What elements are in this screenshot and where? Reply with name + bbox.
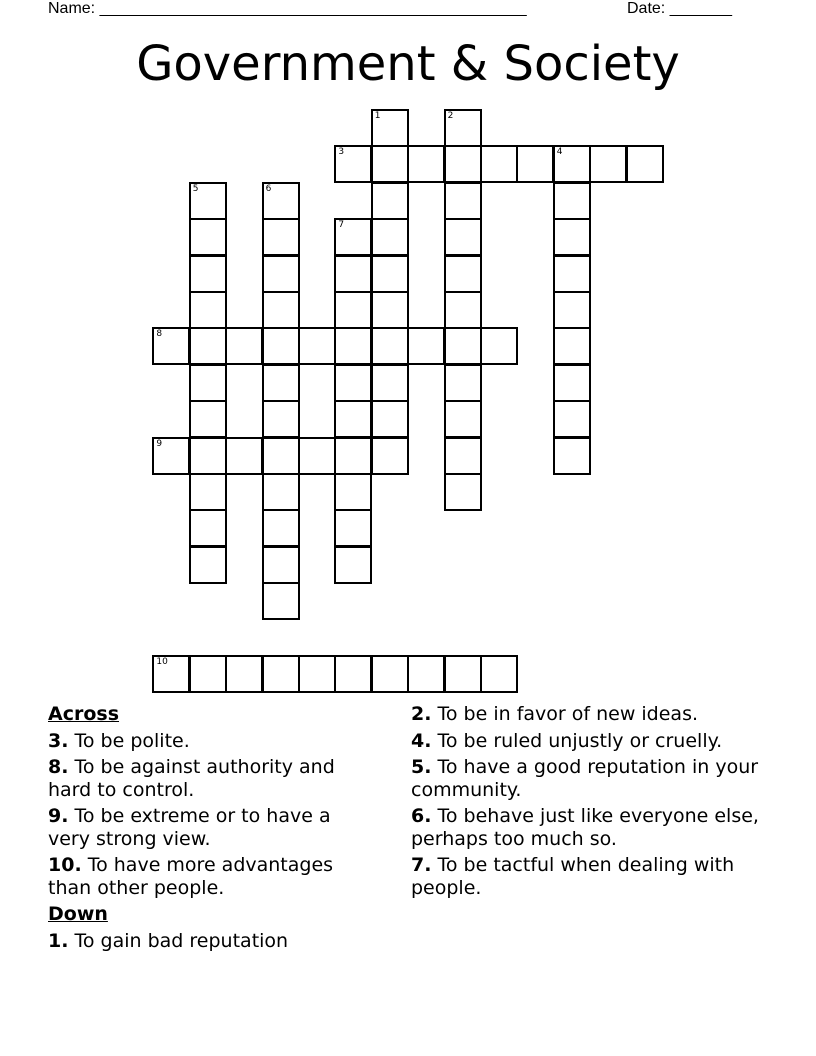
clue-number-label: 8 <box>156 329 163 340</box>
crossword-cell[interactable] <box>371 218 409 256</box>
crossword-cell[interactable] <box>189 546 227 584</box>
clue-text: To have more advantages than other people. <box>48 854 334 899</box>
clue-text: To be in favor of new ideas. <box>437 703 699 725</box>
crossword-cell[interactable] <box>334 255 372 293</box>
clue-number: 6. <box>411 805 432 827</box>
crossword-cell[interactable] <box>444 364 482 402</box>
crossword-cell[interactable] <box>189 364 227 402</box>
clue-number: 5. <box>411 756 432 778</box>
crossword-cell[interactable] <box>334 291 372 329</box>
clue-text: To be polite. <box>74 729 190 752</box>
crossword-cell[interactable] <box>444 145 482 183</box>
clue-down-1 <box>48 930 378 953</box>
crossword-cell[interactable] <box>371 255 409 293</box>
crossword-cell[interactable] <box>334 145 372 183</box>
crossword-cell[interactable] <box>444 109 482 147</box>
page-title: Government & Society <box>136 36 680 92</box>
crossword-cell[interactable] <box>589 145 627 183</box>
crossword-cell[interactable] <box>480 327 518 365</box>
crossword-cell[interactable] <box>189 218 227 256</box>
crossword-cell[interactable] <box>553 145 591 183</box>
clue-text: To be extreme or to have a very strong view. <box>48 805 331 850</box>
crossword-cell[interactable] <box>262 582 300 620</box>
crossword-cell[interactable] <box>371 291 409 329</box>
crossword-cell[interactable] <box>407 327 445 365</box>
crossword-cell[interactable] <box>371 182 409 220</box>
crossword-cell[interactable] <box>480 655 518 693</box>
clue-number-label: 10 <box>156 657 168 667</box>
crossword-cell[interactable] <box>262 437 300 475</box>
clue-across-10 <box>48 854 378 899</box>
crossword-cell[interactable] <box>334 655 372 693</box>
crossword-cell[interactable] <box>371 655 409 693</box>
clue-number: 8. <box>48 756 69 778</box>
crossword-cell[interactable] <box>152 327 190 365</box>
crossword-cell[interactable] <box>334 364 372 402</box>
crossword-cell[interactable] <box>189 509 227 547</box>
clue-number-label: 7 <box>338 220 345 231</box>
crossword-cell[interactable] <box>553 437 591 475</box>
clue-number-label: 3 <box>338 147 345 158</box>
crossword-cell[interactable] <box>334 546 372 584</box>
clue-number-label: 1 <box>374 111 381 121</box>
crossword-cell[interactable] <box>225 437 263 475</box>
crossword-cell[interactable] <box>371 364 409 402</box>
crossword-cell[interactable] <box>262 255 300 293</box>
clue-number: 1. <box>48 929 69 952</box>
crossword-cell[interactable] <box>262 182 300 220</box>
clue-number: 7. <box>411 854 432 876</box>
crossword-cell[interactable] <box>189 255 227 293</box>
crossword-cell[interactable] <box>553 327 591 365</box>
clue-down-7 <box>411 854 761 899</box>
clue-text: To behave just like everyone else, perhaps too much so. <box>411 805 759 850</box>
clue-number: 2. <box>411 703 432 725</box>
clue-number-label: 5 <box>192 183 199 194</box>
crossword-cell[interactable] <box>444 327 482 365</box>
crossword-cell[interactable] <box>444 473 482 511</box>
across-heading: Across <box>48 703 120 725</box>
crossword-cell[interactable] <box>444 255 482 293</box>
clue-text: To be against authority and hard to control. <box>48 756 335 801</box>
clue-number: 4. <box>411 729 432 752</box>
crossword-cell[interactable] <box>189 291 227 329</box>
crossword-cell[interactable] <box>407 655 445 693</box>
crossword-cell[interactable] <box>626 145 664 183</box>
clue-down-5 <box>411 756 761 801</box>
clue-down-2 <box>411 703 761 726</box>
crossword-cell[interactable] <box>189 473 227 511</box>
clue-number: 3. <box>48 729 69 752</box>
crossword-cell[interactable] <box>407 145 445 183</box>
clue-down-6 <box>411 805 761 850</box>
crossword-cell[interactable] <box>152 437 190 475</box>
clue-text: To gain bad reputation <box>74 929 289 952</box>
crossword-cell[interactable] <box>262 364 300 402</box>
crossword-cell[interactable] <box>225 655 263 693</box>
crossword-cell[interactable] <box>444 291 482 329</box>
crossword-cell[interactable] <box>152 655 190 693</box>
name-field[interactable]: Name: ________________________________________________ <box>48 0 527 17</box>
crossword-cell[interactable] <box>262 400 300 438</box>
crossword-cell[interactable] <box>553 291 591 329</box>
crossword-cell[interactable] <box>371 437 409 475</box>
crossword-cell[interactable] <box>262 291 300 329</box>
clue-number-label: 9 <box>156 438 163 449</box>
clue-down-4 <box>411 730 761 753</box>
crossword-cell[interactable] <box>553 218 591 256</box>
crossword-cell[interactable] <box>516 145 554 183</box>
crossword-cell[interactable] <box>334 437 372 475</box>
clue-number-label: 4 <box>556 147 563 158</box>
clue-text: To have a good reputation in your community. <box>411 756 759 801</box>
crossword-cell[interactable] <box>334 218 372 256</box>
clues-left-column <box>48 703 378 956</box>
crossword-cell[interactable] <box>298 655 336 693</box>
crossword-cell[interactable] <box>334 400 372 438</box>
crossword-cell[interactable] <box>334 509 372 547</box>
clue-across-8 <box>48 756 378 801</box>
crossword-cell[interactable] <box>189 437 227 475</box>
crossword-cell[interactable] <box>371 327 409 365</box>
down-heading: Down <box>48 903 108 925</box>
crossword-cell[interactable] <box>225 327 263 365</box>
crossword-cell[interactable] <box>298 327 336 365</box>
crossword-cell[interactable] <box>553 255 591 293</box>
clue-across-9 <box>48 805 378 850</box>
crossword-cell[interactable] <box>189 327 227 365</box>
crossword-cell[interactable] <box>262 218 300 256</box>
crossword-cell[interactable] <box>298 437 336 475</box>
crossword-cell[interactable] <box>553 400 591 438</box>
crossword-cell[interactable] <box>444 437 482 475</box>
clue-number: 10. <box>48 854 82 876</box>
crossword-cell[interactable] <box>262 546 300 584</box>
clue-number-label: 2 <box>447 111 454 121</box>
clues-right-column <box>411 703 761 903</box>
crossword-cell[interactable] <box>334 473 372 511</box>
clue-number: 9. <box>48 805 69 827</box>
crossword-cell[interactable] <box>371 400 409 438</box>
crossword-cell[interactable] <box>444 400 482 438</box>
date-field[interactable]: Date: _______ <box>627 0 732 17</box>
crossword-cell[interactable] <box>189 182 227 220</box>
crossword-cell[interactable] <box>444 655 482 693</box>
crossword-cell[interactable] <box>553 364 591 402</box>
crossword-cell[interactable] <box>371 109 409 147</box>
clue-across-3 <box>48 730 378 753</box>
crossword-cell[interactable] <box>262 473 300 511</box>
crossword-cell[interactable] <box>262 655 300 693</box>
clue-text: To be ruled unjustly or cruelly. <box>437 729 723 752</box>
crossword-cell[interactable] <box>262 327 300 365</box>
crossword-cell[interactable] <box>444 218 482 256</box>
clue-number-label: 6 <box>265 183 272 194</box>
crossword-cell[interactable] <box>480 145 518 183</box>
crossword-cell[interactable] <box>189 655 227 693</box>
clue-text: To be tactful when dealing with people. <box>411 854 735 899</box>
crossword-cell[interactable] <box>444 182 482 220</box>
crossword-cell[interactable] <box>334 327 372 365</box>
crossword-cell[interactable] <box>262 509 300 547</box>
crossword-cell[interactable] <box>371 145 409 183</box>
crossword-cell[interactable] <box>553 182 591 220</box>
crossword-cell[interactable] <box>189 400 227 438</box>
